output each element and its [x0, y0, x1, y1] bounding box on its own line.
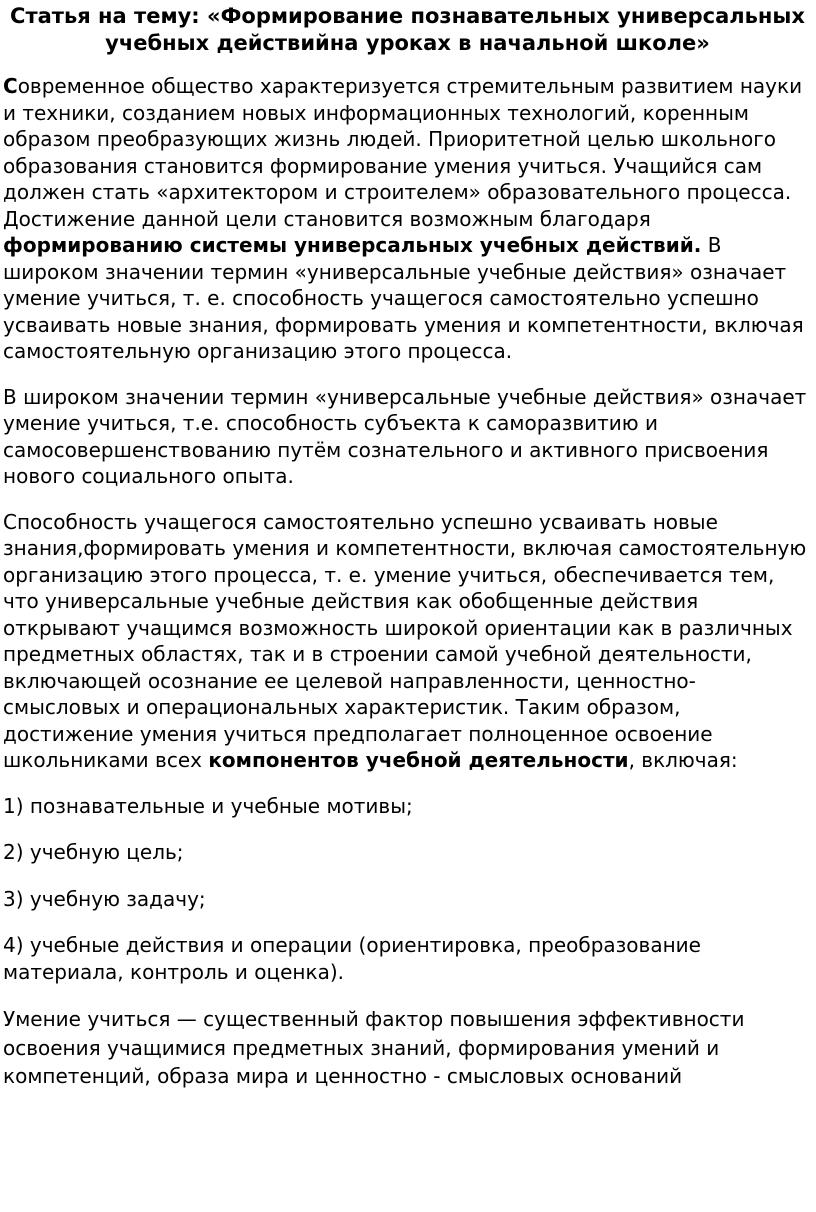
article-title: Статья на тему: «Формирование познавательных универсальных учебных действийна уроках в начальной школе» [10, 4, 805, 55]
ability-bold-phrase: компонентов учебной деятельности [208, 748, 629, 772]
list-item-actions: 4) учебные действия и операции (ориентировка, преобразование материала, контроль и оценка). [3, 933, 701, 984]
paragraph-conclusion: Умение учиться — существенный фактор повышения эффективности освоения учащимися предметных знаний, формирования умений и компетенций, образа мира и ценностно - смысловых оснований [3, 1007, 745, 1088]
drop-letter: С [3, 74, 18, 98]
intro-bold-phrase: формированию системы универсальных учебных действий. [3, 233, 702, 257]
paragraph-definition: В широком значении термин «универсальные учебные действия» означает умение учиться, т.е. способность субъекта к саморазвитию и самосовершенствованию путём сознательного и активного присвоения нового социального опыта. [3, 384, 807, 488]
list-item-motives: 1) познавательные и учебные мотивы; [3, 793, 413, 818]
ability-text-a: Способность учащегося самостоятельно успешно усваивать новые знания,формировать умения и компетентности, включая самостоятельную организацию этого процесса, т. е. умение учиться, обеспечивается тем, что универсальные учебные действия как обобщенные действия открывают учащимся возможность широкой ориентации как в различных предметных областях, так и в строении самой учебной деятельности, включающей осознание ее целевой направленности, ценностно-смысловых и операциональных характеристик. Таким образом, достижение умения учиться предполагает полноценное освоение школьниками всех [3, 509, 807, 772]
paragraph-ability [3, 509, 812, 774]
intro-text-a: овременное общество характеризуется стремительным развитием науки и техники, созданием новых информационных технологий, коренным образом преобразующих жизнь людей. Приоритетной целью школьного образования становится формирование умения учиться. Учащийся сам должен стать «архитектором и строителем» образовательного процесса. Достижение данной цели становится возможным благодаря [3, 74, 803, 231]
intro-text-b: В широком значении термин «универсальные учебные действия» означает умение учиться, т. е. способность учащегося самостоятельно успешно усваивать новые знания, формировать умения и компетентности, включая самостоятельную организацию этого процесса. [3, 233, 804, 363]
ability-text-b: , включая: [628, 748, 738, 772]
list-item-goal: 2) учебную цель; [3, 840, 184, 864]
list-item-task: 3) учебную задачу; [3, 886, 206, 911]
paragraph-intro [3, 73, 812, 365]
